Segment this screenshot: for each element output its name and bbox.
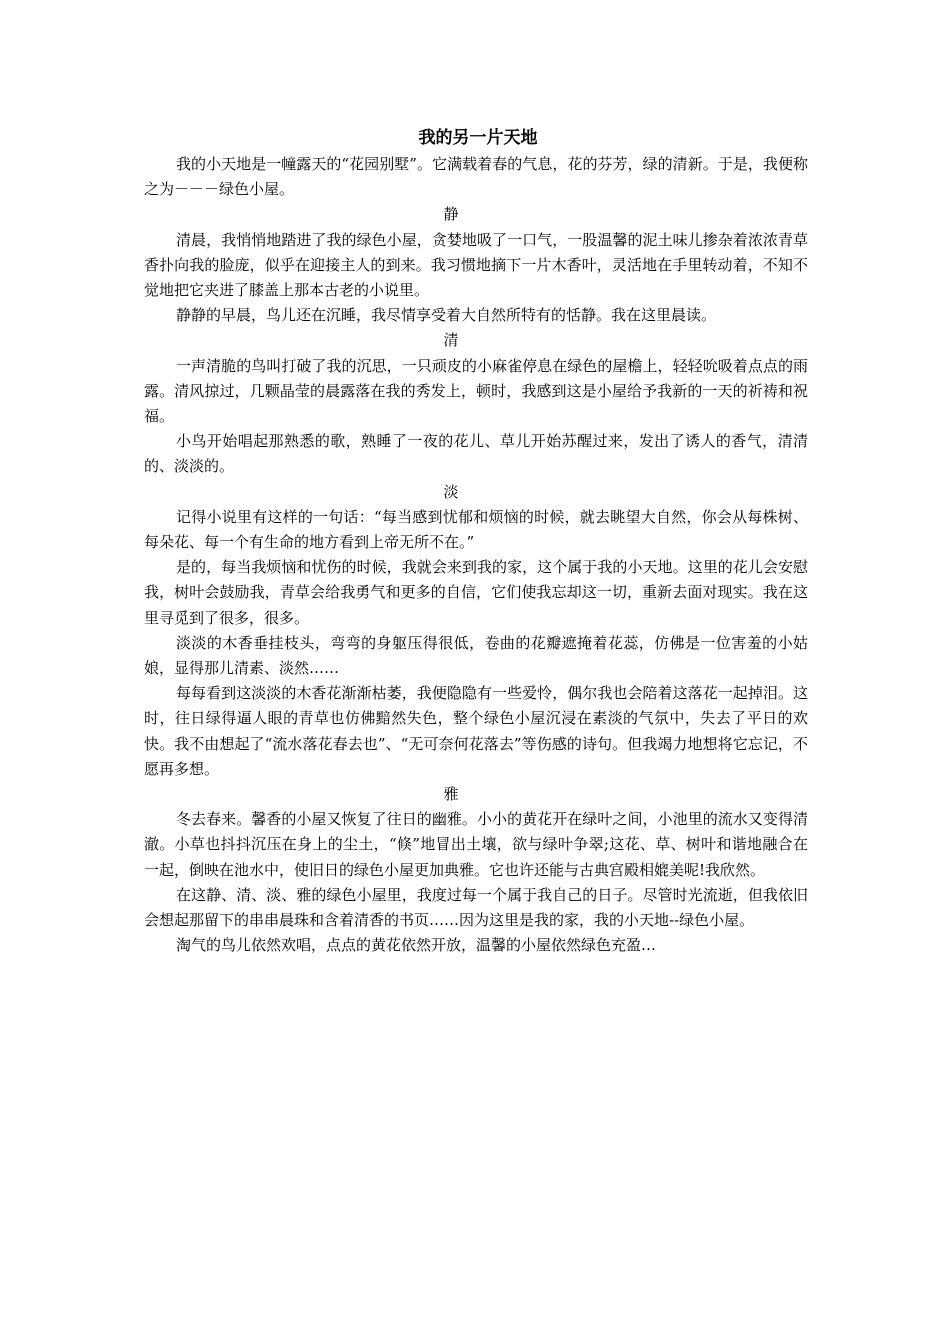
section-heading-dan: 淡 xyxy=(443,482,459,501)
paragraph: 记得小说里有这样的一句话：“每当感到忧郁和烦恼的时候，就去眺望大自然，你会从每株树、每朵花、每一个有生命的地方看到上帝无所不在。” xyxy=(144,507,808,552)
paragraph: 在这静、清、淡、雅的绿色小屋里，我度过每一个属于我自己的日子。尽管时光流逝，但我依旧会想起那留下的串串晨珠和含着清香的书页……因为这里是我的家，我的小天地--绿色小屋。 xyxy=(144,885,808,930)
section-heading-jing: 静 xyxy=(443,205,459,224)
paragraph: 淡淡的木香垂挂枝头，弯弯的身躯压得很低，卷曲的花瓣遮掩着花蕊，仿佛是一位害羞的小姑娘，显得那儿清素、淡然…… xyxy=(144,633,808,678)
paragraph: 我的小天地是一幢露天的“花园别墅”。它满载着春的气息，花的芬芳，绿的清新。于是，我便称之为－－－绿色小屋。 xyxy=(144,155,808,199)
paragraph: 静静的早晨，鸟儿还在沉睡，我尽情享受着大自然所特有的恬静。我在这里晨读。 xyxy=(176,306,717,325)
paragraph: 小鸟开始唱起那熟悉的歌，熟睡了一夜的花儿、草儿开始苏醒过来，发出了诱人的香气，清清的、淡淡的。 xyxy=(144,432,808,476)
section-heading-qing: 清 xyxy=(443,331,459,350)
section-heading-ya: 雅 xyxy=(443,785,459,804)
document-page xyxy=(144,122,808,959)
paragraph: 冬去春来。馨香的小屋又恢复了往日的幽雅。小小的黄花开在绿叶之间，小池里的流水又变得清澈。小草也抖抖沉压在身上的尘土，“倏”地冒出土壤，欲与绿叶争翠;这花、草、树叶和谐地融合在一起，倒映在池水中，使旧日的绿色小屋更加典雅。它也许还能与古典宫殿相媲美呢!我欣然。 xyxy=(144,810,808,879)
paragraph: 淘气的鸟儿依然欢唱，点点的黄花依然开放，温馨的小屋依然绿色充盈… xyxy=(176,936,657,955)
paragraph: 是的，每当我烦恼和忧伤的时候，我就会来到我的家，这个属于我的小天地。这里的花儿会安慰我，树叶会鼓励我，青草会给我勇气和更多的自信，它们使我忘却这一切，重新去面对现实。我在这里寻觅到了很多，很多。 xyxy=(144,558,808,627)
paragraph: 每每看到这淡淡的木香花渐渐枯萎，我便隐隐有一些爱怜，偶尔我也会陪着这落花一起掉泪。这时，往日绿得逼人眼的青草也仿佛黯然失色，整个绿色小屋沉浸在素淡的气氛中，失去了平日的欢快。我不由想起了“流水落花春去也”、“无可奈何花落去”等伤感的诗句。但我竭力地想将它忘记，不愿再多想。 xyxy=(144,684,808,778)
paragraph: 一声清脆的鸟叫打破了我的沉思，一只顽皮的小麻雀停息在绿色的屋檐上，轻轻吮吸着点点的雨露。清风掠过，几颗晶莹的晨露落在我的秀发上，顿时，我感到这是小屋给予我新的一天的祈祷和祝福。 xyxy=(144,356,808,426)
paragraph: 清晨，我悄悄地踏进了我的绿色小屋，贪婪地吸了一口气，一股温馨的泥土味儿掺杂着浓浓青草香扑向我的脸庞，似乎在迎接主人的到来。我习惯地摘下一片木香叶，灵活地在手里转动着，不知不觉地把它夹进了膝盖上那本古老的小说里。 xyxy=(144,230,808,300)
document-title: 我的另一片天地 xyxy=(418,128,538,148)
